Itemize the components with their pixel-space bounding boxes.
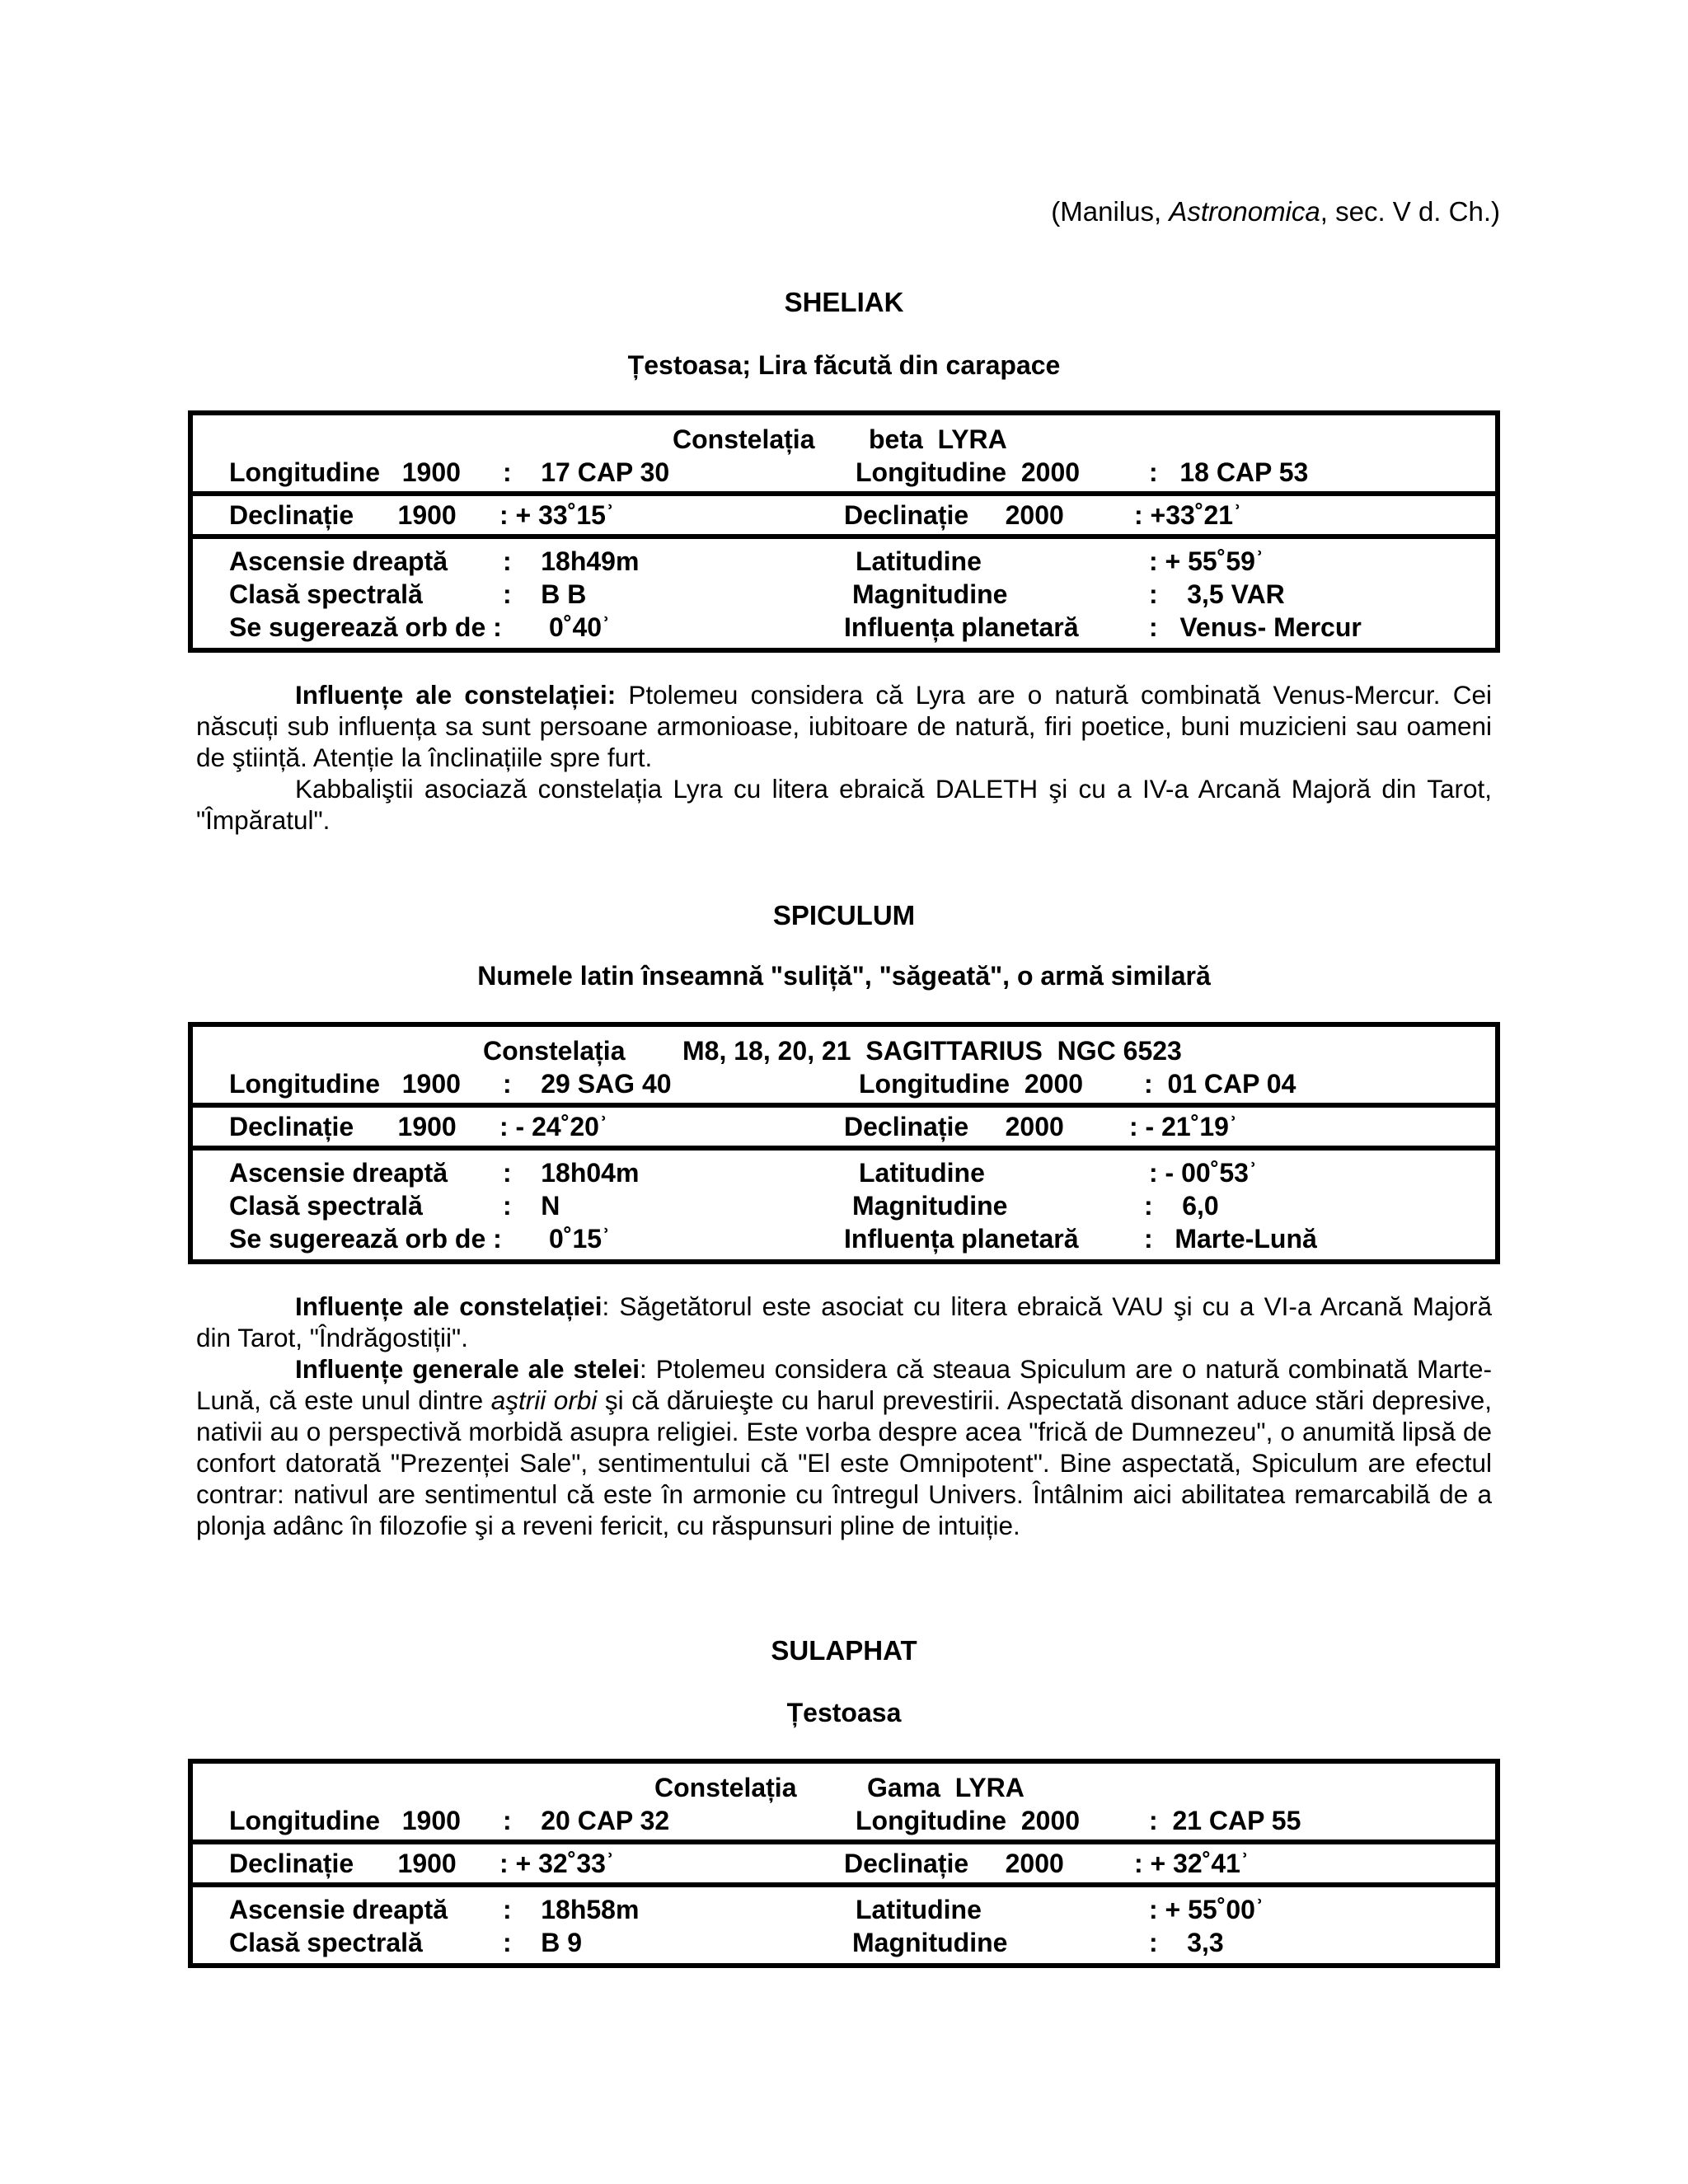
spectral-class-value: : B B — [503, 579, 587, 609]
attribution — [824, 196, 1500, 227]
paragraph — [196, 773, 1492, 836]
star-data-table-sulaphat — [188, 1759, 1500, 1968]
constellation-label: Constelația — [654, 1773, 797, 1802]
longitude-2000-label: Longitudine 2000 — [856, 1806, 1081, 1835]
latitude-label: Latitudine — [856, 546, 982, 576]
right-ascension-value: : 18h58m — [503, 1895, 640, 1924]
table-header-block — [193, 1764, 1495, 1840]
longitude-2000-value: : 01 CAP 04 — [1144, 1069, 1296, 1099]
paragraph-text: : Ptolemeu considera că steaua Spiculum are o natură combinată Marte-Lună, că este unul dintre — [196, 1354, 1492, 1415]
section-title-sheliak: SHELIAK — [784, 287, 904, 317]
longitude-2000-value: : 21 CAP 55 — [1149, 1806, 1301, 1835]
longitude-1900-label: Longitudine 1900 — [229, 1069, 461, 1099]
constellation-value: beta LYRA — [869, 424, 1007, 454]
table-details-block — [193, 1882, 1495, 1963]
paragraph — [196, 1353, 1492, 1541]
section-title-sulaphat: SULAPHAT — [771, 1635, 917, 1666]
right-ascension-label: Ascensie dreaptă — [229, 1895, 448, 1924]
magnitude-value: : 6,0 — [1144, 1191, 1219, 1221]
magnitude-value: : 3,5 VAR — [1149, 579, 1285, 609]
latitude-label: Latitudine — [859, 1158, 985, 1188]
section-subtitle-sheliak: Țestoasa; Lira făcută din carapace — [627, 350, 1061, 380]
right-ascension-label: Ascensie dreaptă — [229, 546, 448, 576]
declination-1900-label: Declinație 1900 — [229, 500, 457, 530]
section-subtitle-sulaphat: Țestoasa — [786, 1698, 902, 1727]
longitude-1900-value: : 29 SAG 40 — [503, 1069, 672, 1099]
orb-value: 0˚15ʾ — [549, 1224, 611, 1254]
table-declination-row — [193, 1840, 1495, 1882]
spectral-class-label: Clasă spectrală — [229, 579, 423, 609]
constellation-label: Constelația — [483, 1036, 626, 1066]
longitude-1900-label: Longitudine 1900 — [229, 1806, 461, 1835]
latitude-value: : - 00˚53ʾ — [1149, 1158, 1258, 1188]
star-data-table-sheliak — [188, 410, 1500, 653]
declination-2000-label: Declinație 2000 — [844, 1849, 1064, 1878]
section-subtitle-spiculum: Numele latin înseamnă "suliță", "săgeată", o armă similară — [477, 961, 1211, 991]
longitude-2000-label: Longitudine 2000 — [856, 457, 1081, 487]
orb-label: Se sugerează orb de : — [229, 612, 502, 642]
attribution-work: Astronomica — [1169, 196, 1320, 227]
longitude-2000-label: Longitudine 2000 — [859, 1069, 1084, 1099]
attribution-rest: , sec. V d. Ch.) — [1320, 196, 1500, 227]
right-ascension-value: : 18h04m — [503, 1158, 640, 1188]
constellation-value: Gama LYRA — [867, 1773, 1025, 1802]
paragraph-lead: Influențe generale ale stelei — [295, 1354, 640, 1384]
paragraph-text: şi că dăruieşte cu harul prevestirii. Aspectată disonant aduce stări depresive, nativii au o perspectivă morbidă asupra religiei. Este vorba despre acea "frică de Dumnezeu", o anumită lipsă de confort datorată "Prezenței Sale", sentimentului că "El este Omnipotent". Bine aspectată, Spiculum are efectul contrar: nativul are sentimentul că este în armonie cu întregul Univers. Întâlnim aici abilitatea remarcabilă de a plonja adânc în filozofie şi a reveni fericit, cu răspunsuri pline de intuiție. — [196, 1385, 1492, 1540]
constellation-label: Constelația — [673, 424, 815, 454]
latitude-value: : + 55˚00ʾ — [1149, 1895, 1264, 1924]
right-ascension-value: : 18h49m — [503, 546, 640, 576]
declination-1900-label: Declinație 1900 — [229, 1849, 457, 1878]
spectral-class-label: Clasă spectrală — [229, 1191, 423, 1221]
right-ascension-label: Ascensie dreaptă — [229, 1158, 448, 1188]
table-details-block — [193, 534, 1495, 648]
declination-2000-value: : +33˚21ʾ — [1134, 500, 1242, 530]
orb-value: 0˚40ʾ — [549, 612, 611, 642]
magnitude-label: Magnitudine — [852, 1191, 1008, 1221]
paragraph-emphasis: aştrii orbi — [490, 1385, 598, 1415]
longitude-1900-value: : 20 CAP 32 — [503, 1806, 670, 1835]
table-header-block — [193, 415, 1495, 491]
table-declination-row — [193, 491, 1495, 534]
longitude-1900-label: Longitudine 1900 — [229, 457, 461, 487]
magnitude-label: Magnitudine — [852, 1928, 1008, 1957]
paragraph — [196, 679, 1492, 773]
declination-1900-value: : + 32˚33ʾ — [499, 1849, 615, 1878]
spectral-class-value: : N — [503, 1191, 560, 1221]
table-header-block — [193, 1027, 1495, 1103]
spectral-class-value: : B 9 — [503, 1928, 583, 1957]
planetary-influence-label: Influența planetară — [844, 612, 1079, 642]
section-body-spiculum — [196, 1291, 1492, 1541]
magnitude-value: : 3,3 — [1149, 1928, 1224, 1957]
spectral-class-label: Clasă spectrală — [229, 1928, 423, 1957]
table-declination-row — [193, 1103, 1495, 1146]
declination-2000-label: Declinație 2000 — [844, 1112, 1064, 1141]
declination-1900-value: : + 33˚15ʾ — [499, 500, 615, 530]
paragraph-text: : Săgetătorul este asociat cu litera ebraică VAU şi cu a VI-a Arcană Majoră din Tarot, "Îndrăgostiții". — [196, 1291, 1492, 1352]
table-details-block — [193, 1146, 1495, 1259]
latitude-label: Latitudine — [856, 1895, 982, 1924]
paragraph — [196, 1291, 1492, 1353]
section-body-sheliak — [196, 679, 1492, 836]
declination-2000-label: Declinație 2000 — [844, 500, 1064, 530]
section-title-spiculum: SPICULUM — [772, 900, 916, 930]
longitude-1900-value: : 17 CAP 30 — [503, 457, 670, 487]
constellation-value: M8, 18, 20, 21 SAGITTARIUS NGC 6523 — [682, 1036, 1182, 1066]
longitude-2000-value: : 18 CAP 53 — [1149, 457, 1309, 487]
declination-2000-value: : - 21˚19ʾ — [1129, 1112, 1238, 1141]
paragraph-lead: Influențe ale constelației — [295, 1291, 603, 1321]
magnitude-label: Magnitudine — [852, 579, 1008, 609]
planetary-influence-value: : Venus- Mercur — [1149, 612, 1362, 642]
paragraph-lead: Influențe ale constelației: — [295, 680, 617, 710]
declination-2000-value: : + 32˚41ʾ — [1134, 1849, 1250, 1878]
star-data-table-spiculum — [188, 1022, 1500, 1264]
declination-1900-value: : - 24˚20ʾ — [499, 1112, 608, 1141]
paragraph-text: Ptolemeu considera că Lyra are o natură combinată Venus-Mercur. Cei născuți sub influența sa sunt persoane armonioase, iubitoare de natură, firi poetice, buni muzicieni sau oameni de ştiință. Atenție la înclinațiile spre furt. — [196, 680, 1492, 772]
planetary-influence-label: Influența planetară — [844, 1224, 1079, 1254]
planetary-influence-value: : Marte-Lună — [1144, 1224, 1317, 1254]
attribution-open: (Manilus, — [1051, 196, 1170, 227]
paragraph-text: Kabbaliştii asociază constelația Lyra cu litera ebraică DALETH şi cu a IV-a Arcană Majoră din Tarot, "Împăratul". — [196, 774, 1492, 835]
declination-1900-label: Declinație 1900 — [229, 1112, 457, 1141]
latitude-value: : + 55˚59ʾ — [1149, 546, 1264, 576]
orb-label: Se sugerează orb de : — [229, 1224, 502, 1254]
